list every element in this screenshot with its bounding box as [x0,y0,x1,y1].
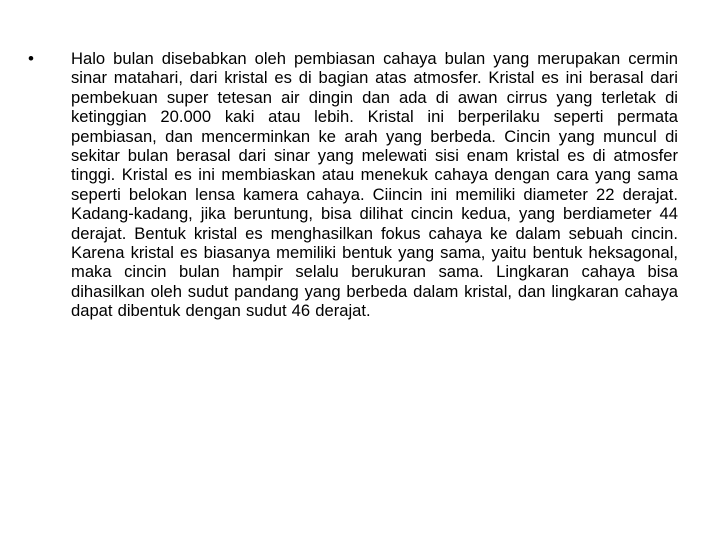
body-paragraph: Halo bulan disebabkan oleh pembiasan cahaya bulan yang merupakan cermin sinar matahari, dari kristal es di bagian atas atmosfer. Kristal es ini berasal dari pembekuan super tetesan air dingin dan ada di awan cirrus yang terletak di ketinggian 20.000 kaki atau lebih. Kristal ini berperilaku seperti permata pembiasan, dan mencerminkan ke arah yang berbeda. Cincin yang muncul di sekitar bulan berasal dari sinar yang melewati sisi enam kristal es di atmosfer tinggi. Kristal es ini membiaskan atau menekuk cahaya dengan cara yang sama seperti belokan lensa kamera cahaya. Ciincin ini memiliki diameter 22 derajat. Kadang-kadang, jika beruntung, bisa dilihat cincin kedua, yang berdiameter 44 derajat. Bentuk kristal es menghasilkan fokus cahaya ke dalam sebuah cincin. Karena kristal es biasanya memiliki bentuk yang sama, yaitu bentuk heksagonal, maka cincin bulan hampir selalu berukuran sama. Lingkaran cahaya bisa dihasilkan oleh sudut pandang yang berbeda dalam kristal, dan lingkaran cahaya dapat dibentuk dengan sudut 46 derajat. [71,49,678,321]
bullet-point: • [28,49,34,68]
